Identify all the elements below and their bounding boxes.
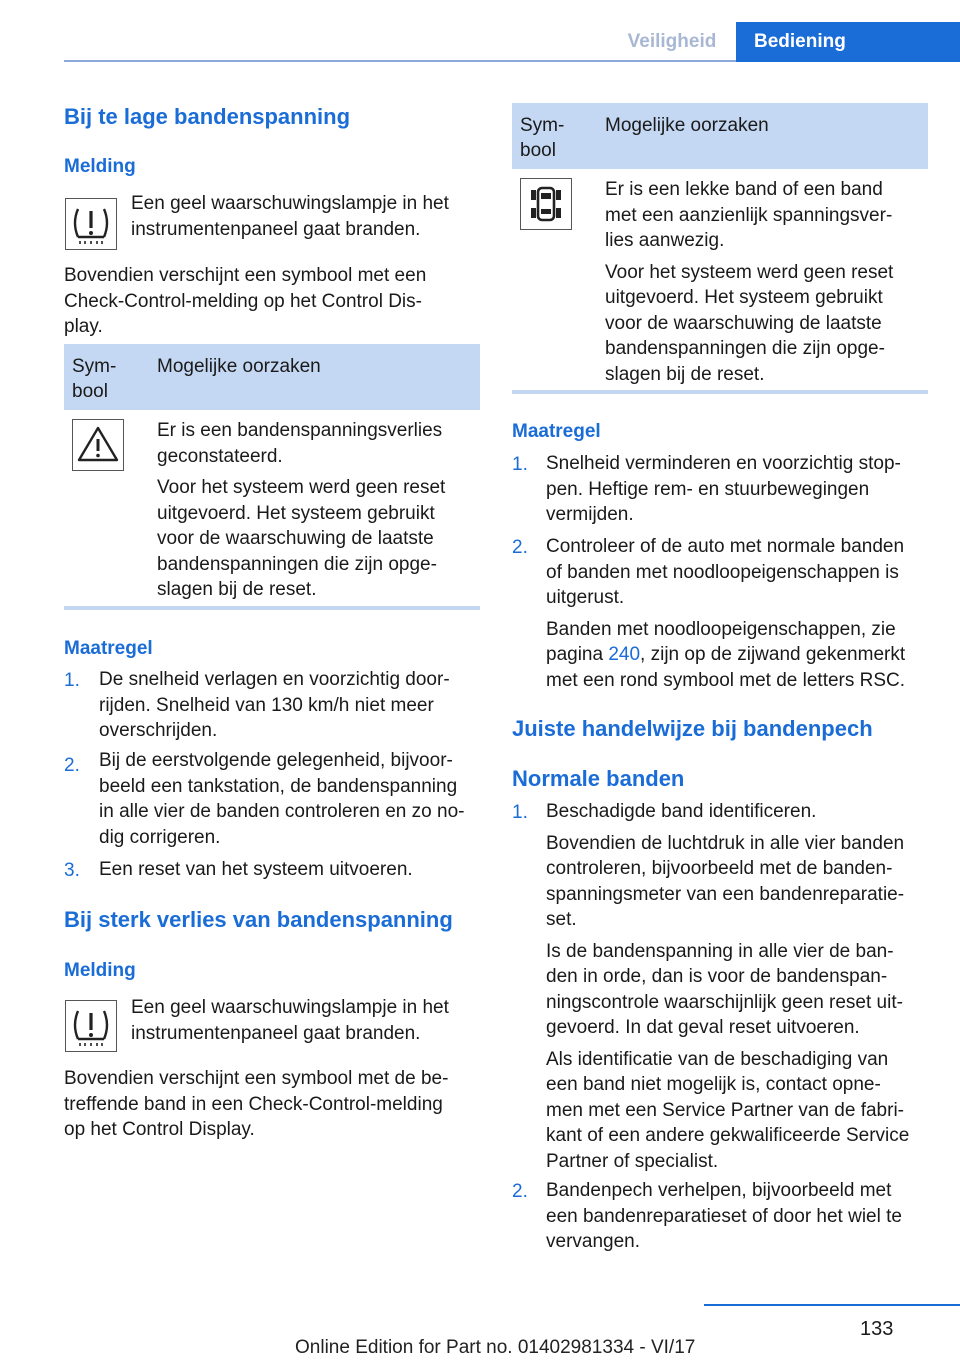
table-header-left: Sym- bool Mogelijke oorzaken: [64, 344, 480, 410]
subheading-melding-2: Melding: [64, 960, 136, 981]
paragraph-1: Bovendien verschijnt een symbool met een Check-Control-melding op het Control Dis- play.: [64, 265, 427, 337]
paragraph-2: Bovendien verschijnt een symbool met de be- treffende band in een Check-Control-melding op het Control Display.: [64, 1068, 449, 1140]
tire-pressure-warning-icon: [65, 1000, 117, 1052]
list-number: 1.: [512, 802, 528, 823]
edition-text: Online Edition for Part no. 01402981334 - VI/17: [295, 1337, 696, 1358]
subheading-maatregel-2: Maatregel: [512, 421, 601, 442]
tab-bediening[interactable]: Bediening: [736, 22, 960, 62]
warning-text-2: Een geel waarschuwingslampje in het instrumentenpaneel gaat branden.: [131, 997, 449, 1044]
subheading-maatregel-1: Maatregel: [64, 638, 153, 659]
page-number: 133: [860, 1318, 894, 1340]
list-item: Beschadigde band identificeren. Bovendien de luchtdruk in alle vier banden controleren, bijvoorbeeld met de banden- spanningsmeter van een bandenreparatie- set. Is de bandenspanning in alle vier de ban- den in orde, dan is voor de bandenspan- ningscontrole waarschijnlijk geen reset uit- gevoerd. In dat geval reset uitvoeren. Als identificatie van de beschadiging van een band niet mogelijk is, contact opne- men met een Service Partner van de fabri- kant of een andere gekwalificeerde Service Partner of specialist.: [546, 801, 910, 1172]
flat-tire-car-icon: [520, 178, 572, 230]
warning-triangle-icon: [72, 419, 124, 471]
list-item: Controleer of de auto met normale banden of banden met noodloopeigenschappen is uitgerust. Banden met noodloopeigenschappen, zie pagina 240, zijn op de zijwand gekenmerkt met een rond symbool met de letters RSC.: [546, 536, 906, 691]
list-number: 3.: [64, 860, 80, 881]
table-rule-left: [64, 606, 480, 610]
list-item: Snelheid verminderen en voorzichtig stop- pen. Heftige rem- en stuurbewegingen vermijden.: [546, 453, 901, 525]
section-title-normal-tires: Normale banden: [512, 766, 685, 791]
section-title-flat-tire: Juiste handelwijze bij bandenpech: [512, 716, 873, 741]
list-item: De snelheid verlagen en voorzichtig door- rijden. Snelheid van 130 km/h niet meer overschrijden.: [99, 669, 450, 741]
table-header-right: Sym- bool Mogelijke oorzaken: [512, 103, 928, 169]
list-number: 1.: [64, 670, 80, 691]
list-number: 2.: [512, 537, 528, 558]
list-item: Een reset van het systeem uitvoeren.: [99, 859, 413, 880]
table-rule-right: [512, 390, 928, 394]
list-number: 2.: [64, 755, 80, 776]
page-link-240[interactable]: 240: [608, 644, 641, 665]
tire-pressure-warning-icon: [65, 198, 117, 250]
section-title-low-pressure: Bij te lage bandenspanning: [64, 104, 351, 129]
list-number: 1.: [512, 454, 528, 475]
subheading-melding-1: Melding: [64, 156, 136, 177]
table-cause-right: Er is een lekke band of een band met een aanzienlijk spanningsver- lies aanwezig. Voor het systeem werd geen reset uitgevoerd. Het systeem gebruikt voor de waarschuwing de laatste bandenspanningen die zijn opge- slagen bij de reset.: [605, 179, 894, 385]
tab-veiligheid[interactable]: Veiligheid: [627, 31, 717, 52]
list-item: Bij de eerstvolgende gelegenheid, bijvoor- beeld een tankstation, de bandenspanning in alle vier de banden controleren en zo no- dig corrigeren.: [99, 750, 465, 848]
list-item: Bandenpech verhelpen, bijvoorbeeld met een bandenreparatieset of door het wiel te vervangen.: [546, 1180, 902, 1252]
section-title-strong-loss: Bij sterk verlies van bandenspanning: [64, 907, 453, 932]
table-cause-left: Er is een bandenspanningsverlies geconstateerd. Voor het systeem werd geen reset uitgevoerd. Het systeem gebruikt voor de waarschuwing de laatste bandenspanningen die zijn opge- slagen bij de reset.: [157, 420, 446, 600]
warning-text-1: Een geel waarschuwingslampje in het instrumentenpaneel gaat branden.: [131, 193, 449, 240]
footer-rule: [704, 1304, 960, 1306]
list-number: 2.: [512, 1181, 528, 1202]
